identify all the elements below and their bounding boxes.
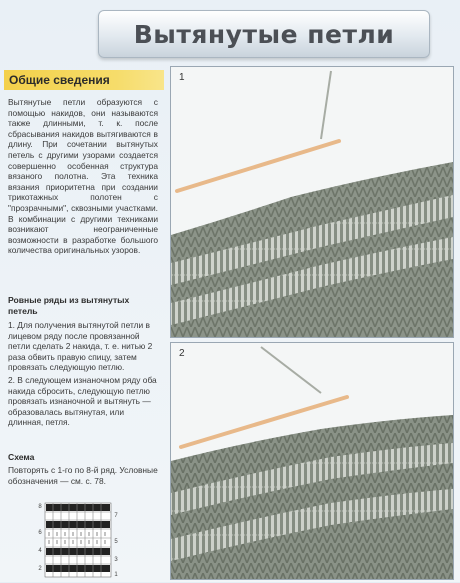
photo-step-1 [170,66,454,338]
step-2: 2. В следующем изнаночном ряду оба накида сбросить, следующую петлю провязать изнаночной и вытянуть — образовалась вытянутая, или длинная, петля. [8,374,157,428]
row-number-8: 8 [38,504,42,510]
photo-label-2: 2 [179,348,185,359]
row-number-4: 4 [38,548,42,554]
row-number-5: 5 [114,539,118,545]
knitting-chart [36,502,120,578]
photo-label-1: 1 [179,72,185,83]
photo-step-2 [170,342,454,580]
section-title: Общие сведения [9,73,110,87]
section-header [4,70,164,90]
step-1: 1. Для получения вытянутой петли в лицевом ряду после провязанной петли сделать 2 накида, т. е. нитью 2 раза обвить правую спицу, затем провязать следующую петлю. [8,320,153,373]
row-number-3: 3 [114,557,118,563]
row-number-6: 6 [38,530,42,536]
page-title: Вытянутые петли [133,19,395,49]
subsection-title: Ровные ряды из вытянутых петель [8,295,130,316]
row-number-1: 1 [114,572,118,578]
knitting-photo-2 [171,343,453,579]
scheme-title: Схема [8,452,35,462]
chart-grid [36,502,120,578]
row-number-7: 7 [114,513,118,519]
row-number-2: 2 [38,566,42,572]
knitting-photo-1 [171,67,453,337]
steps-list [8,320,158,430]
intro-paragraph: Вытянутые петли образуются с помощью накидов, они называются также длинными, т. к. после сбрасывания накидов вытягиваются в длину. При сочетании вытянутых петель с другими узорами создается совершенно особенная структура вязаного полотна. Эта техника вязания приоритетна при создании трикотажных полотен с "прозрачными", сквозными участками. В комбинации с другими техниками возникают неограниченные возможности в разработке большого количества оригинальных узоров. [8,97,158,256]
scheme-description: Повторять с 1-го по 8-й ряд. Условные обозначения — см. с. 78. [8,465,158,486]
title-banner [98,10,430,58]
